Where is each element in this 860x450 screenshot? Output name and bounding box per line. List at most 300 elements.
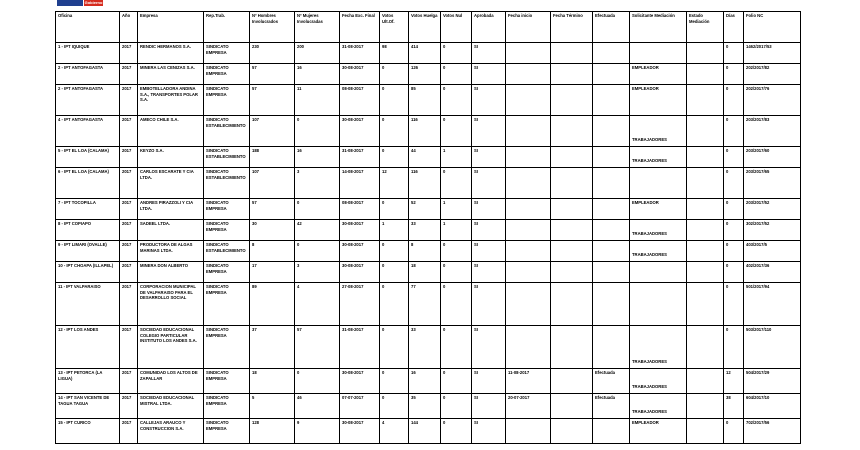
col-header-efectuada: Efectuada	[593, 12, 630, 43]
cell-fecha-inicio	[506, 85, 551, 116]
cell-fecha-exc: 07-07-2017	[340, 394, 380, 419]
cell-fecha-inicio	[506, 326, 551, 369]
cell-anio: 2017	[120, 262, 138, 283]
cell-dias: 0	[724, 199, 744, 220]
cell-votos-nul: 0	[441, 369, 472, 394]
solicitante-top: EMPLEADOR	[632, 420, 659, 425]
cell-hombres: 30	[250, 220, 295, 241]
cell-estado	[687, 199, 724, 220]
cell-votos-huelga: 35	[409, 394, 441, 419]
table-row	[56, 116, 801, 147]
col-header-mujeres: Nº Mujeres Involucradas	[295, 12, 340, 43]
cell-fecha-termino	[551, 199, 593, 220]
cell-folio: 503/2017/110	[744, 326, 801, 369]
cell-fecha-inicio	[506, 220, 551, 241]
cell-votos-nul: 0	[441, 85, 472, 116]
cell-dias: 0	[724, 64, 744, 85]
cell-folio: 504/2017/29	[744, 369, 801, 394]
cell-efectuada	[593, 199, 630, 220]
col-header-rep-trab: Rep.Trab.	[204, 12, 250, 43]
cell-votos-huelga: 126	[409, 64, 441, 85]
cell-fecha-termino	[551, 147, 593, 168]
cell-votos-huelga: 116	[409, 168, 441, 199]
table-row	[56, 43, 801, 64]
cell-anio: 2017	[120, 220, 138, 241]
cell-empresa: MINERA LAS CENIZAS S.A.	[138, 64, 204, 85]
table-row	[56, 326, 801, 369]
cell-folio: 202/2017/76	[744, 85, 801, 116]
col-header-dias: Días	[724, 12, 744, 43]
cell-votos-ult: 0	[380, 64, 409, 85]
cell-dias: 0	[724, 116, 744, 147]
cell-mujeres: 0	[295, 369, 340, 394]
cell-solicitante	[630, 168, 687, 199]
cell-rep-trab: SINDICATO EMPRESA	[204, 262, 250, 283]
cell-dias: 0	[724, 326, 744, 369]
solicitante-top: EMPLEADOR	[632, 65, 659, 70]
cell-fecha-termino	[551, 168, 593, 199]
cell-anio: 2017	[120, 43, 138, 64]
cell-fecha-exc: 31-08-2017	[340, 43, 380, 64]
cell-aprobada: SI	[472, 147, 506, 168]
cell-anio: 2017	[120, 116, 138, 147]
cell-hombres: 57	[250, 85, 295, 116]
cell-efectuada	[593, 419, 630, 444]
cell-estado	[687, 262, 724, 283]
cell-oficina: 11 - IPT VALPARAISO	[56, 283, 120, 326]
cell-dias: 0	[724, 220, 744, 241]
cell-folio: 203/2017/65	[744, 168, 801, 199]
col-header-votos-huelga: Votos Huelga	[409, 12, 441, 43]
cell-efectuada: Efectuada	[593, 394, 630, 419]
col-header-anio: Año	[120, 12, 138, 43]
cell-efectuada	[593, 220, 630, 241]
cell-estado	[687, 43, 724, 64]
cell-hombres: 37	[250, 326, 295, 369]
cell-votos-nul: 0	[441, 168, 472, 199]
cell-anio: 2017	[120, 199, 138, 220]
cell-estado	[687, 369, 724, 394]
cell-fecha-inicio	[506, 116, 551, 147]
cell-rep-trab: SINDICATO EMPRESA	[204, 199, 250, 220]
cell-votos-nul: 1	[441, 220, 472, 241]
table-row	[56, 199, 801, 220]
cell-folio: 403/2017/5	[744, 241, 801, 262]
cell-votos-ult: 0	[380, 283, 409, 326]
gobierno-logo	[57, 0, 147, 11]
cell-mujeres: 3	[295, 262, 340, 283]
cell-solicitante	[630, 419, 687, 444]
col-header-estado: Estado Mediación	[687, 12, 724, 43]
cell-solicitante	[630, 85, 687, 116]
cell-votos-ult: 98	[380, 43, 409, 64]
cell-votos-ult: 0	[380, 326, 409, 369]
col-header-solicitante: Solicitante Mediación	[630, 12, 687, 43]
cell-estado	[687, 147, 724, 168]
cell-oficina: 7 - IPT TOCOPILLA	[56, 199, 120, 220]
cell-fecha-termino	[551, 369, 593, 394]
cell-dias: 0	[724, 262, 744, 283]
cell-rep-trab: SINDICATO ESTABLECIMIENTO	[204, 116, 250, 147]
table-row	[56, 220, 801, 241]
cell-mujeres: 0	[295, 199, 340, 220]
cell-rep-trab: SINDICATO EMPRESA	[204, 283, 250, 326]
cell-aprobada: SI	[472, 64, 506, 85]
cell-votos-nul: 0	[441, 43, 472, 64]
cell-estado	[687, 168, 724, 199]
cell-fecha-inicio: 20-07-2017	[506, 394, 551, 419]
cell-estado	[687, 419, 724, 444]
cell-mujeres: 11	[295, 85, 340, 116]
cell-oficina: 8 - IPT COPIAPO	[56, 220, 120, 241]
cell-aprobada: SI	[472, 283, 506, 326]
cell-votos-ult: 1	[380, 220, 409, 241]
cell-empresa: CALLEJAS ARAUCO Y CONSTRUCCION S.A.	[138, 419, 204, 444]
col-header-fecha-termino: Fecha Término	[551, 12, 593, 43]
cell-anio: 2017	[120, 419, 138, 444]
cell-mujeres: 16	[295, 64, 340, 85]
col-header-hombres: Nº Hombres Involucrados	[250, 12, 295, 43]
cell-solicitante	[630, 220, 687, 241]
cell-estado	[687, 64, 724, 85]
cell-votos-huelga: 116	[409, 116, 441, 147]
table-row	[56, 241, 801, 262]
cell-fecha-termino	[551, 220, 593, 241]
table-row	[56, 147, 801, 168]
cell-fecha-inicio	[506, 241, 551, 262]
cell-fecha-exc: 30-08-2017	[340, 369, 380, 394]
cell-votos-ult: 0	[380, 147, 409, 168]
cell-fecha-inicio	[506, 147, 551, 168]
cell-fecha-termino	[551, 326, 593, 369]
cell-aprobada: SI	[472, 43, 506, 64]
cell-fecha-termino	[551, 116, 593, 147]
cell-votos-huelga: 85	[409, 85, 441, 116]
cell-aprobada: SI	[472, 326, 506, 369]
cell-fecha-termino	[551, 43, 593, 64]
cell-votos-ult: 0	[380, 394, 409, 419]
cell-dias: 0	[724, 147, 744, 168]
cell-fecha-inicio	[506, 262, 551, 283]
cell-mujeres: 46	[295, 394, 340, 419]
cell-dias: 0	[724, 43, 744, 64]
cell-solicitante	[630, 116, 687, 147]
cell-fecha-termino	[551, 85, 593, 116]
col-header-folio: Folio NC	[744, 12, 801, 43]
cell-votos-ult: 4	[380, 419, 409, 444]
cell-empresa: SOCIEDAD EDUCACIONAL COLEGIO PARTICULAR INSTITUTO LOS ANDES S.A.	[138, 326, 204, 369]
cell-dias: 0	[724, 85, 744, 116]
cell-mujeres: 200	[295, 43, 340, 64]
cell-fecha-termino	[551, 241, 593, 262]
cell-empresa: MINERA DON ALBERTO	[138, 262, 204, 283]
cell-efectuada	[593, 326, 630, 369]
cell-estado	[687, 116, 724, 147]
cell-solicitante	[630, 262, 687, 283]
cell-votos-huelga: 44	[409, 147, 441, 168]
cell-efectuada	[593, 147, 630, 168]
cell-fecha-exc: 30-08-2017	[340, 64, 380, 85]
cell-anio: 2017	[120, 147, 138, 168]
cell-votos-nul: 0	[441, 241, 472, 262]
cell-empresa: CARLOS ESCARATE Y CIA LTDA.	[138, 168, 204, 199]
cell-folio: 202/2017/82	[744, 64, 801, 85]
cell-fecha-exc: 31-08-2017	[340, 326, 380, 369]
cell-folio: 302/2017/52	[744, 220, 801, 241]
solicitante-top: EMPLEADOR	[632, 200, 659, 205]
cell-solicitante	[630, 326, 687, 369]
logo-blue-block	[57, 0, 83, 6]
col-header-oficina: Oficina	[56, 12, 120, 43]
cell-anio: 2017	[120, 394, 138, 419]
cell-efectuada	[593, 241, 630, 262]
cell-dias: 0	[724, 283, 744, 326]
cell-estado	[687, 241, 724, 262]
cell-anio: 2017	[120, 326, 138, 369]
col-header-empresa: Empresa	[138, 12, 204, 43]
col-header-votos-ult: Votos Ult.Of.	[380, 12, 409, 43]
cell-anio: 2017	[120, 64, 138, 85]
cell-hombres: 128	[250, 419, 295, 444]
cell-votos-huelga: 52	[409, 199, 441, 220]
cell-aprobada: SI	[472, 394, 506, 419]
col-header-fecha-inicio: Fecha inicio	[506, 12, 551, 43]
cell-dias: 0	[724, 168, 744, 199]
huelgas-table	[55, 11, 801, 444]
table-row	[56, 369, 801, 394]
cell-folio: 203/2017/60	[744, 147, 801, 168]
cell-oficina: 6 - IPT EL LOA (CALAMA)	[56, 168, 120, 199]
solicitante-bottom: TRABAJADORES	[632, 252, 667, 258]
cell-aprobada: SI	[472, 85, 506, 116]
cell-empresa: SOCIEDAD EDUCACIONAL MISTRAL LTDA.	[138, 394, 204, 419]
cell-solicitante	[630, 199, 687, 220]
cell-aprobada: SI	[472, 199, 506, 220]
cell-empresa: KEYZO S.A.	[138, 147, 204, 168]
cell-folio: 501/2017/94	[744, 283, 801, 326]
cell-folio: 402/2017/36	[744, 262, 801, 283]
cell-solicitante	[630, 43, 687, 64]
cell-mujeres: 57	[295, 326, 340, 369]
cell-efectuada	[593, 85, 630, 116]
cell-mujeres: 9	[295, 419, 340, 444]
cell-efectuada: Efectuada	[593, 369, 630, 394]
cell-fecha-inicio	[506, 283, 551, 326]
cell-hombres: 57	[250, 64, 295, 85]
cell-fecha-termino	[551, 419, 593, 444]
cell-oficina: 4 - IPT ANTOFAGASTA	[56, 116, 120, 147]
cell-anio: 2017	[120, 241, 138, 262]
cell-rep-trab: SINDICATO EMPRESA	[204, 369, 250, 394]
cell-aprobada: SI	[472, 168, 506, 199]
solicitante-top: EMPLEADOR	[632, 86, 659, 91]
cell-votos-nul: 0	[441, 262, 472, 283]
cell-votos-ult: 0	[380, 116, 409, 147]
cell-rep-trab: SINDICATO EMPRESA	[204, 43, 250, 64]
cell-empresa: COMUNIDAD LOS ALTOS DE ZAPALLAR	[138, 369, 204, 394]
cell-fecha-exc: 27-08-2017	[340, 283, 380, 326]
cell-votos-huelga: 77	[409, 283, 441, 326]
cell-hombres: 230	[250, 43, 295, 64]
cell-hombres: 57	[250, 199, 295, 220]
cell-oficina: 9 - IPT LIMARI (OVALLE)	[56, 241, 120, 262]
cell-oficina: 2 - IPT ANTOFAGASTA	[56, 85, 120, 116]
cell-fecha-exc: 14-08-2017	[340, 168, 380, 199]
cell-oficina: 14 - IPT SAN VICENTE DE TAGUA TAGUA	[56, 394, 120, 419]
cell-fecha-exc: 31-08-2017	[340, 147, 380, 168]
solicitante-bottom: TRABAJADORES	[632, 384, 667, 390]
cell-mujeres: 0	[295, 241, 340, 262]
cell-efectuada	[593, 116, 630, 147]
cell-rep-trab: SINDICATO EMPRESA	[204, 64, 250, 85]
cell-empresa: ANDRES PIRAZZOLI Y CIA LTDA.	[138, 199, 204, 220]
cell-fecha-inicio	[506, 64, 551, 85]
cell-empresa: AMECO CHILE S.A.	[138, 116, 204, 147]
cell-votos-huelga: 414	[409, 43, 441, 64]
cell-fecha-exc: 30-08-2017	[340, 419, 380, 444]
cell-fecha-termino	[551, 262, 593, 283]
cell-aprobada: SI	[472, 369, 506, 394]
cell-folio: 203/2017/52	[744, 199, 801, 220]
cell-folio: 604/2017/10	[744, 394, 801, 419]
cell-oficina: 15 - IPT CURICO	[56, 419, 120, 444]
table-row	[56, 64, 801, 85]
cell-votos-ult: 0	[380, 262, 409, 283]
solicitante-bottom: TRABAJADORES	[632, 409, 667, 415]
cell-dias: 12	[724, 369, 744, 394]
cell-votos-nul: 0	[441, 283, 472, 326]
cell-fecha-inicio	[506, 419, 551, 444]
cell-votos-ult: 12	[380, 168, 409, 199]
cell-votos-ult: 0	[380, 85, 409, 116]
cell-anio: 2017	[120, 369, 138, 394]
cell-oficina: 2 - IPT ANTOFAGASTA	[56, 64, 120, 85]
table-header-row	[56, 12, 801, 43]
cell-hombres: 8	[250, 241, 295, 262]
cell-fecha-exc: 08-08-2017	[340, 85, 380, 116]
cell-empresa: SADEEL LTDA.	[138, 220, 204, 241]
cell-empresa: PRODUCTORA DE ALGAS MARINAS LTDA.	[138, 241, 204, 262]
cell-anio: 2017	[120, 85, 138, 116]
table-row	[56, 85, 801, 116]
cell-votos-huelga: 33	[409, 220, 441, 241]
table-row	[56, 394, 801, 419]
cell-rep-trab: SINDICATO ESTABLECIMIENTO	[204, 147, 250, 168]
cell-rep-trab: SINDICATO EMPRESA	[204, 220, 250, 241]
cell-aprobada: SI	[472, 419, 506, 444]
cell-votos-huelga: 16	[409, 369, 441, 394]
col-header-fecha-exc: Fecha Exc. Final	[340, 12, 380, 43]
cell-fecha-exc: 30-08-2017	[340, 262, 380, 283]
cell-hombres: 107	[250, 168, 295, 199]
cell-folio: 203/2017/83	[744, 116, 801, 147]
cell-solicitante	[630, 241, 687, 262]
cell-efectuada	[593, 168, 630, 199]
cell-fecha-termino	[551, 394, 593, 419]
col-header-votos-nul: Votos Nul	[441, 12, 472, 43]
cell-hombres: 18	[250, 369, 295, 394]
cell-anio: 2017	[120, 168, 138, 199]
cell-votos-nul: 1	[441, 199, 472, 220]
cell-mujeres: 16	[295, 147, 340, 168]
table-row	[56, 168, 801, 199]
table-body	[56, 43, 801, 444]
cell-efectuada	[593, 262, 630, 283]
cell-oficina: 13 - IPT PETORCA (LA LIGUA)	[56, 369, 120, 394]
cell-dias: 38	[724, 394, 744, 419]
cell-empresa: CORPORACION MUNICIPAL DE VALPARAISO PARA EL DESARROLLO SOCIAL	[138, 283, 204, 326]
solicitante-bottom: TRABAJADORES	[632, 359, 667, 365]
cell-votos-huelga: 18	[409, 262, 441, 283]
cell-hombres: 5	[250, 394, 295, 419]
cell-empresa: RENDIC HERMANOS S.A.	[138, 43, 204, 64]
cell-mujeres: 42	[295, 220, 340, 241]
cell-hombres: 17	[250, 262, 295, 283]
cell-fecha-exc: 08-08-2017	[340, 199, 380, 220]
cell-hombres: 89	[250, 283, 295, 326]
cell-aprobada: SI	[472, 241, 506, 262]
cell-votos-huelga: 33	[409, 326, 441, 369]
cell-fecha-inicio	[506, 43, 551, 64]
cell-rep-trab: SINDICATO EMPRESA	[204, 394, 250, 419]
cell-empresa: EMBOTELLADORA ANDINA S.A., TRANSPORTES POLAR S.A.	[138, 85, 204, 116]
cell-votos-ult: 0	[380, 199, 409, 220]
cell-estado	[687, 394, 724, 419]
cell-hombres: 107	[250, 116, 295, 147]
cell-aprobada: SI	[472, 116, 506, 147]
cell-oficina: 12 - IPT LOS ANDES	[56, 326, 120, 369]
cell-votos-nul: 0	[441, 64, 472, 85]
cell-fecha-inicio: 11-08-2017	[506, 369, 551, 394]
solicitante-bottom: TRABAJADORES	[632, 137, 667, 143]
cell-dias: 0	[724, 241, 744, 262]
cell-rep-trab: SINDICATO ESTABLECIMIENTO	[204, 168, 250, 199]
cell-mujeres: 3	[295, 168, 340, 199]
cell-votos-huelga: 144	[409, 419, 441, 444]
col-header-aprobada: Aprobada	[472, 12, 506, 43]
cell-rep-trab: SINDICATO EMPRESA	[204, 419, 250, 444]
cell-solicitante	[630, 394, 687, 419]
cell-efectuada	[593, 43, 630, 64]
table-row	[56, 283, 801, 326]
cell-oficina: 1 - IPT IQUIQUE	[56, 43, 120, 64]
cell-estado	[687, 220, 724, 241]
cell-efectuada	[593, 64, 630, 85]
cell-fecha-inicio	[506, 199, 551, 220]
cell-estado	[687, 85, 724, 116]
solicitante-bottom: TRABAJADORES	[632, 231, 667, 237]
cell-votos-nul: 0	[441, 116, 472, 147]
cell-votos-ult: 0	[380, 241, 409, 262]
cell-rep-trab: SINDICATO EMPRESA	[204, 85, 250, 116]
cell-hombres: 188	[250, 147, 295, 168]
cell-anio: 2017	[120, 283, 138, 326]
cell-mujeres: 4	[295, 283, 340, 326]
cell-mujeres: 0	[295, 116, 340, 147]
cell-solicitante	[630, 64, 687, 85]
cell-estado	[687, 326, 724, 369]
logo-red-block	[84, 0, 103, 11]
cell-oficina: 5 - IPT EL LOA (CALAMA)	[56, 147, 120, 168]
cell-rep-trab: SINDICATO ESTABLECIMIENTO	[204, 241, 250, 262]
cell-oficina: 10 - IPT CHOAPA (ILLAPEL)	[56, 262, 120, 283]
cell-fecha-exc: 30-08-2017	[340, 241, 380, 262]
cell-votos-ult: 0	[380, 369, 409, 394]
cell-estado	[687, 283, 724, 326]
cell-solicitante	[630, 147, 687, 168]
cell-fecha-termino	[551, 64, 593, 85]
cell-votos-nul: 1	[441, 147, 472, 168]
